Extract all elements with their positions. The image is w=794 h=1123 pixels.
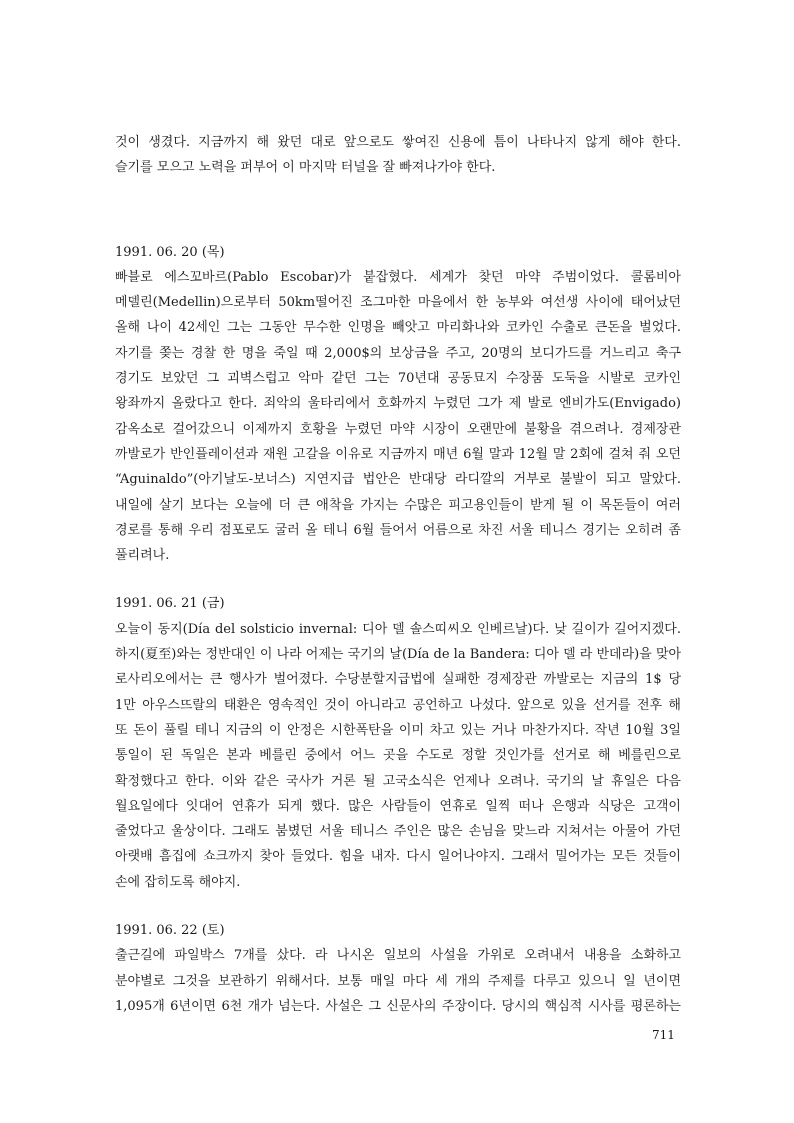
text-line: 감옥소로 걸어갔으니 이제까지 호황을 누렸던 마약 시장이 오랜만에 불황을 겪으려나. 경제장관	[115, 421, 681, 437]
text-line: 또 돈이 풀릴 테니 지금의 이 안정은 시한폭탄을 이미 차고 있는 거나 마찬가지다. 작년 10월 3일	[115, 722, 681, 738]
document-page	[115, 130, 681, 1019]
text-line: 경로를 통해 우리 점포로도 굴러 올 테니 6월 들어서 어름으로 차진 서울 테니스 경기는 오히려 좀	[115, 522, 681, 538]
text-line: 통일이 된 독일은 본과 베를린 중에서 어느 곳을 수도로 정할 것인가를 선거로 해 베를린으로	[115, 748, 681, 764]
text-line: 빠블로 에스꼬바르(Pablo Escobar)가 붙잡혔다. 세계가 찾던 마약 주범이었다. 콜롬비아	[115, 269, 681, 285]
text-line: 슬기를 모으고 노력을 퍼부어 이 마지막 터널을 잘 빠져나가야 한다.	[115, 160, 496, 176]
intro-paragraph	[115, 130, 681, 181]
diary-entry-0620	[115, 240, 681, 569]
text-line: 줄었다고 울상이다. 그래도 붐볐던 서울 테니스 주인은 많은 손님을 맞느라 지쳐서는 아물어 가던	[115, 824, 681, 840]
entry-body	[115, 943, 681, 1019]
text-line: 1만 아우스뜨랄의 태환은 영속적인 것이 아니라고 공언하고 나섰다. 앞으로 있을 선거를 전후 해	[115, 697, 681, 713]
intro-text	[115, 130, 681, 181]
entry-body	[115, 265, 681, 569]
page-number: 711	[652, 1028, 675, 1042]
text-line: 경기도 보았던 그 괴벽스럽고 악마 같던 그는 70년대 공동묘지 수장품 도둑을 시발로 코카인	[115, 371, 681, 387]
text-line: 출근길에 파일박스 7개를 샀다. 라 나시온 일보의 사설을 가위로 오려내서 내용을 소화하고	[115, 948, 681, 964]
text-line: 올해 나이 42세인 그는 그동안 무수한 인명을 빼앗고 마리화나와 코카인 수출로 큰돈을 벌었다.	[115, 320, 681, 336]
entry-date: 1991. 06. 22 (토)	[115, 923, 225, 939]
text-line: 까발로가 반인플레이션과 재원 고갈을 이유로 지금까지 매년 6월 말과 12월 말 2회에 걸쳐 줘 오던	[115, 446, 681, 462]
text-line: 손에 잡히도록 해야지.	[115, 874, 241, 890]
text-line: 왕좌까지 올랐다고 한다. 죄악의 울타리에서 호화까지 누렸던 그가 제 발로 엔비가도(Envigado)	[115, 396, 681, 412]
text-line: 분야별로 그것을 보관하기 위해서다. 보통 매일 마다 세 개의 주제를 다루고 있으니 일 년이면	[115, 973, 681, 989]
text-line: 1,095개 6년이면 6천 개가 넘는다. 사설은 그 신문사의 주장이다. 당시의 핵심적 시사를 평론하는	[115, 998, 681, 1014]
text-line: 풀리려나.	[115, 548, 170, 564]
text-line: 자기를 쫒는 경찰 한 명을 죽일 때 2,000$의 보상금을 주고, 20명의 보디가드를 거느리고 축구	[115, 345, 681, 361]
text-line: 하지(夏至)와는 정반대인 이 나라 어제는 국기의 날(Día de la Bandera: 디아 델 라 반데라)을 맞아	[115, 647, 682, 663]
text-line: 로사리오에서는 큰 행사가 벌어졌다. 수당분할지급법에 실패한 경제장관 까발로는 지금의 1$ 당	[115, 672, 681, 688]
text-line: 메델린(Medellin)으로부터 50km떨어진 조그마한 마을에서 한 농부와 여선생 사이에 태어났던	[115, 295, 681, 311]
entry-date: 1991. 06. 21 (금)	[115, 596, 225, 612]
diary-entry-0622	[115, 918, 681, 1019]
text-line: 내일에 살기 보다는 오늘에 더 큰 애착을 가지는 수많은 피고용인들이 받게 될 이 목돈들이 여러	[115, 497, 681, 513]
diary-entry-0621	[115, 591, 681, 895]
text-line: 월요일에다 잇대어 연휴가 되게 했다. 많은 사람들이 연휴로 일찍 떠나 은행과 식당은 고객이	[115, 798, 681, 814]
text-line: 아랫배 흠집에 쇼크까지 찾아 들었다. 힘을 내자. 다시 일어나야지. 그래서 밀어가는 모든 것들이	[115, 849, 681, 865]
entry-body	[115, 617, 681, 895]
entry-date: 1991. 06. 20 (목)	[115, 244, 225, 260]
text-line: 오늘이 동지(Día del solsticio invernal: 디아 델 솔스띠씨오 인베르날)다. 낮 길이가 길어지겠다.	[115, 621, 681, 637]
text-line: 것이 생겼다. 지금까지 해 왔던 대로 앞으로도 쌓여진 신용에 틈이 나타나지 않게 해야 한다.	[115, 135, 681, 150]
text-line: 확정했다고 한다. 이와 같은 국사가 거론 될 고국소식은 언제나 오려나. 국기의 날 휴일은 다음	[115, 773, 681, 789]
text-line: “Aguinaldo”(아기날도-보너스) 지연지급 법안은 반대당 라디깔의 거부로 불발이 되고 말았다.	[115, 472, 681, 488]
